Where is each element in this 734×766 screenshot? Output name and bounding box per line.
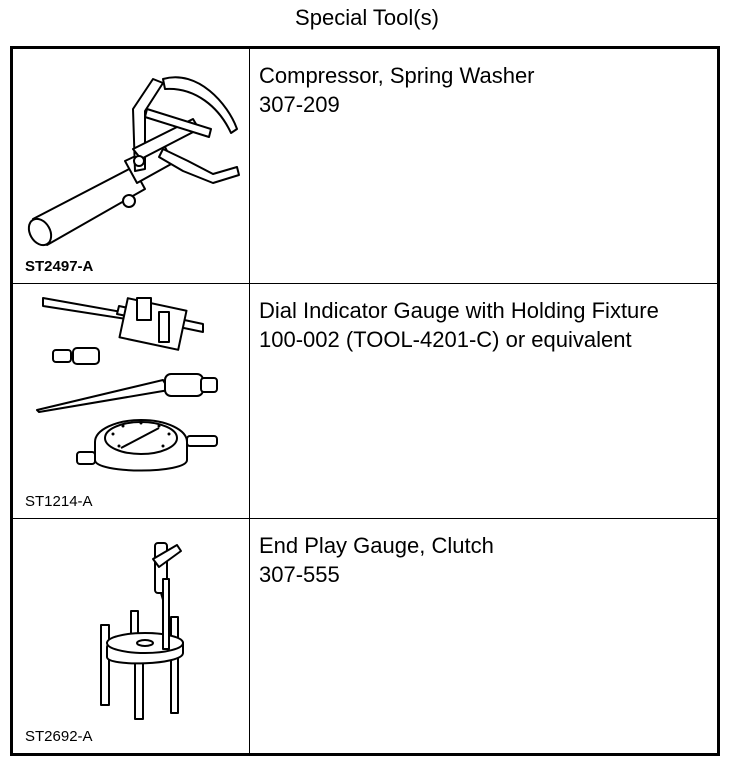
tool-image-cell [12, 48, 250, 284]
special-tools-table [10, 46, 720, 756]
table-row [12, 519, 719, 755]
tool-image-code: ST1214-A [25, 493, 93, 510]
end-play-gauge-icon [13, 519, 249, 753]
tool-image-cell [12, 519, 250, 755]
spring-washer-compressor-icon [13, 49, 249, 283]
tool-name: Compressor, Spring Washer [259, 63, 535, 88]
tool-number: 100-002 (TOOL-4201-C) or equivalent [259, 327, 632, 352]
tool-description-cell [250, 48, 719, 284]
page-title: Special Tool(s) [295, 5, 439, 30]
tool-name: End Play Gauge, Clutch [259, 533, 494, 558]
tool-image-code: ST2497-A [25, 258, 94, 275]
tool-number: 307-209 [259, 92, 340, 117]
tool-description-cell [250, 284, 719, 519]
tool-image-cell [12, 284, 250, 519]
table-row [12, 48, 719, 284]
table-row [12, 284, 719, 519]
tool-description-cell [250, 519, 719, 755]
tool-name: Dial Indicator Gauge with Holding Fixture [259, 298, 659, 323]
tool-number: 307-555 [259, 562, 340, 587]
tool-image-code: ST2692-A [25, 728, 93, 745]
dial-indicator-gauge-icon [13, 284, 249, 518]
